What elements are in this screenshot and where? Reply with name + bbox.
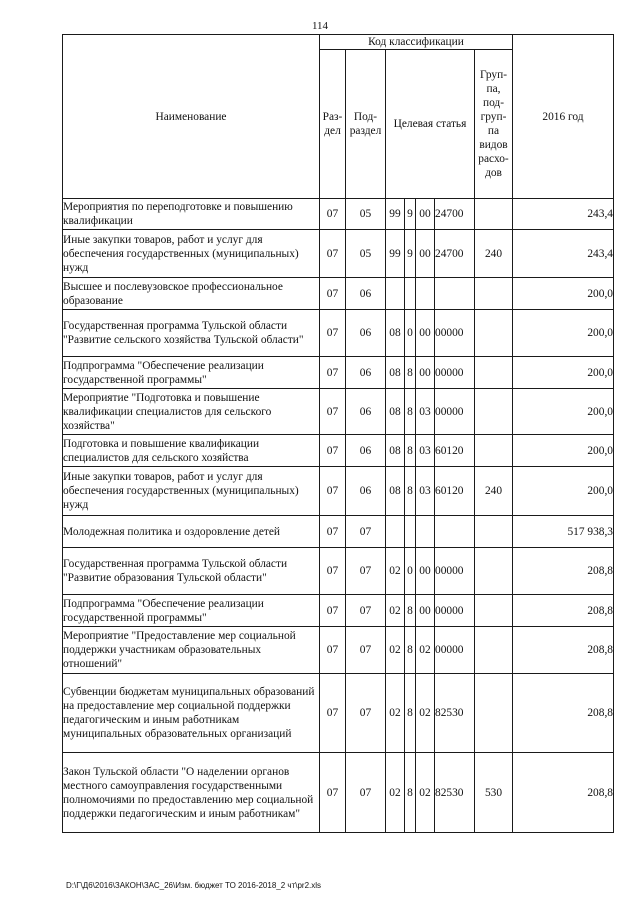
row-target-subprogram	[405, 516, 416, 548]
row-target-code: 00000	[435, 357, 475, 389]
header-razdel: Раз- дел	[320, 50, 346, 199]
row-razdel: 07	[320, 595, 346, 627]
row-podrazdel: 07	[346, 674, 386, 753]
row-podrazdel: 07	[346, 548, 386, 595]
row-target-subprogram: 8	[405, 389, 416, 435]
table-row	[63, 548, 614, 595]
row-razdel: 07	[320, 310, 346, 357]
row-target-code: 00000	[435, 627, 475, 674]
row-target-program: 08	[386, 389, 405, 435]
row-target-direction: 03	[416, 435, 435, 467]
row-target-direction: 00	[416, 357, 435, 389]
row-expense-group: 240	[475, 467, 513, 516]
row-target-direction: 00	[416, 595, 435, 627]
row-name: Высшее и послевузовское профессиональное образование	[63, 278, 320, 310]
row-target-direction: 02	[416, 674, 435, 753]
row-target-direction: 03	[416, 467, 435, 516]
row-target-direction: 02	[416, 753, 435, 833]
header-name: Наименование	[63, 35, 320, 199]
row-name: Субвенции бюджетам муниципальных образований на предоставление мер социальной поддержки педагогическим и иным работникам муниципальных образовательных организаций	[63, 674, 320, 753]
row-podrazdel: 07	[346, 627, 386, 674]
table-body	[63, 199, 614, 833]
row-amount: 200,0	[513, 467, 614, 516]
row-name: Молодежная политика и оздоровление детей	[63, 516, 320, 548]
row-target-code: 82530	[435, 674, 475, 753]
row-razdel: 07	[320, 467, 346, 516]
header-group: Груп- па, под- груп- па видов расхо- дов	[475, 50, 513, 199]
row-podrazdel: 07	[346, 595, 386, 627]
row-target-program: 08	[386, 435, 405, 467]
table-row	[63, 310, 614, 357]
row-target-program: 02	[386, 595, 405, 627]
row-target-subprogram: 9	[405, 199, 416, 230]
row-expense-group	[475, 516, 513, 548]
row-target-code: 60120	[435, 435, 475, 467]
row-podrazdel: 06	[346, 310, 386, 357]
header-target: Целевая статья	[386, 50, 475, 199]
row-expense-group	[475, 627, 513, 674]
header-year: 2016 год	[513, 35, 614, 199]
row-name: Мероприятие "Подготовка и повышение квалификации специалистов для сельского хозяйства"	[63, 389, 320, 435]
row-razdel: 07	[320, 516, 346, 548]
row-razdel: 07	[320, 674, 346, 753]
row-amount: 200,0	[513, 357, 614, 389]
row-target-code: 82530	[435, 753, 475, 833]
row-target-subprogram	[405, 278, 416, 310]
row-expense-group: 240	[475, 230, 513, 278]
row-podrazdel: 05	[346, 230, 386, 278]
row-razdel: 07	[320, 230, 346, 278]
table-row	[63, 435, 614, 467]
row-podrazdel: 06	[346, 467, 386, 516]
row-target-direction	[416, 278, 435, 310]
budget-table	[62, 34, 614, 833]
row-target-code: 24700	[435, 199, 475, 230]
row-target-direction: 02	[416, 627, 435, 674]
table-row	[63, 199, 614, 230]
row-amount: 208,8	[513, 674, 614, 753]
row-target-program: 08	[386, 310, 405, 357]
row-target-direction: 00	[416, 199, 435, 230]
row-target-subprogram: 8	[405, 467, 416, 516]
row-amount: 243,4	[513, 199, 614, 230]
row-podrazdel: 06	[346, 357, 386, 389]
row-target-subprogram: 9	[405, 230, 416, 278]
row-target-code: 60120	[435, 467, 475, 516]
row-expense-group	[475, 199, 513, 230]
table-row	[63, 674, 614, 753]
row-target-code: 00000	[435, 548, 475, 595]
table-row	[63, 357, 614, 389]
table-row	[63, 230, 614, 278]
row-expense-group	[475, 595, 513, 627]
row-target-direction	[416, 516, 435, 548]
row-target-subprogram: 8	[405, 627, 416, 674]
row-razdel: 07	[320, 627, 346, 674]
row-name: Мероприятие "Предоставление мер социальной поддержки участникам образовательных отношений"	[63, 627, 320, 674]
row-target-direction: 00	[416, 548, 435, 595]
row-target-code: 00000	[435, 389, 475, 435]
row-target-code: 00000	[435, 310, 475, 357]
row-target-subprogram: 8	[405, 357, 416, 389]
row-target-code	[435, 516, 475, 548]
row-expense-group: 530	[475, 753, 513, 833]
row-expense-group	[475, 278, 513, 310]
row-podrazdel: 07	[346, 516, 386, 548]
row-amount: 208,8	[513, 753, 614, 833]
row-target-subprogram: 8	[405, 435, 416, 467]
row-amount: 200,0	[513, 435, 614, 467]
file-path-footer: D:\Г\Д6\2016\ЗАКОН\ЗАС_26\Изм. бюджет ТО 2016-2018_2 чт\pr2.xls	[66, 881, 322, 890]
header-podrazdel: Под- раздел	[346, 50, 386, 199]
row-name: Мероприятия по переподготовке и повышению квалификации	[63, 199, 320, 230]
row-amount: 208,8	[513, 548, 614, 595]
row-target-direction: 00	[416, 230, 435, 278]
row-target-code: 24700	[435, 230, 475, 278]
row-target-code	[435, 278, 475, 310]
table-row	[63, 627, 614, 674]
row-target-program: 02	[386, 674, 405, 753]
table-row	[63, 467, 614, 516]
row-target-program	[386, 516, 405, 548]
row-amount: 208,8	[513, 595, 614, 627]
row-target-program: 02	[386, 627, 405, 674]
header-code: Код классификации	[320, 35, 513, 50]
row-name: Подготовка и повышение квалификации специалистов для сельского хозяйства	[63, 435, 320, 467]
table-row	[63, 516, 614, 548]
row-target-subprogram: 0	[405, 310, 416, 357]
row-target-subprogram: 8	[405, 595, 416, 627]
row-amount: 200,0	[513, 278, 614, 310]
row-podrazdel: 07	[346, 753, 386, 833]
row-amount: 200,0	[513, 389, 614, 435]
row-target-direction: 03	[416, 389, 435, 435]
row-name: Государственная программа Тульской области "Развитие сельского хозяйства Тульской области"	[63, 310, 320, 357]
row-razdel: 07	[320, 548, 346, 595]
row-name: Иные закупки товаров, работ и услуг для обеспечения государственных (муниципальных) нужд	[63, 467, 320, 516]
row-podrazdel: 06	[346, 389, 386, 435]
row-target-program: 08	[386, 357, 405, 389]
row-name: Подпрограмма "Обеспечение реализации государственной программы"	[63, 357, 320, 389]
table-row	[63, 595, 614, 627]
row-podrazdel: 05	[346, 199, 386, 230]
table-row	[63, 278, 614, 310]
row-razdel: 07	[320, 199, 346, 230]
row-name: Закон Тульской области "О наделении органов местного самоуправления государственными полномочиями по предоставлению мер социальной поддержки педагогическим и иным работникам"	[63, 753, 320, 833]
row-razdel: 07	[320, 357, 346, 389]
row-expense-group	[475, 389, 513, 435]
row-expense-group	[475, 674, 513, 753]
page-number: 114	[311, 20, 329, 32]
row-target-program: 02	[386, 753, 405, 833]
row-target-program: 02	[386, 548, 405, 595]
row-name: Подпрограмма "Обеспечение реализации государственной программы"	[63, 595, 320, 627]
row-razdel: 07	[320, 435, 346, 467]
row-razdel: 07	[320, 753, 346, 833]
row-expense-group	[475, 357, 513, 389]
row-target-program: 99	[386, 230, 405, 278]
row-amount: 208,8	[513, 627, 614, 674]
row-target-program: 08	[386, 467, 405, 516]
row-podrazdel: 06	[346, 435, 386, 467]
row-name: Иные закупки товаров, работ и услуг для обеспечения государственных (муниципальных) нужд	[63, 230, 320, 278]
row-amount: 200,0	[513, 310, 614, 357]
row-target-program: 99	[386, 199, 405, 230]
row-amount: 243,4	[513, 230, 614, 278]
row-razdel: 07	[320, 278, 346, 310]
row-target-code: 00000	[435, 595, 475, 627]
row-expense-group	[475, 435, 513, 467]
row-expense-group	[475, 548, 513, 595]
row-target-program	[386, 278, 405, 310]
row-target-subprogram: 8	[405, 674, 416, 753]
row-target-subprogram: 8	[405, 753, 416, 833]
row-name: Государственная программа Тульской области "Развитие образования Тульской области"	[63, 548, 320, 595]
row-target-direction: 00	[416, 310, 435, 357]
row-target-subprogram: 0	[405, 548, 416, 595]
row-razdel: 07	[320, 389, 346, 435]
row-podrazdel: 06	[346, 278, 386, 310]
row-amount: 517 938,3	[513, 516, 614, 548]
table-row	[63, 753, 614, 833]
table-row	[63, 389, 614, 435]
row-expense-group	[475, 310, 513, 357]
